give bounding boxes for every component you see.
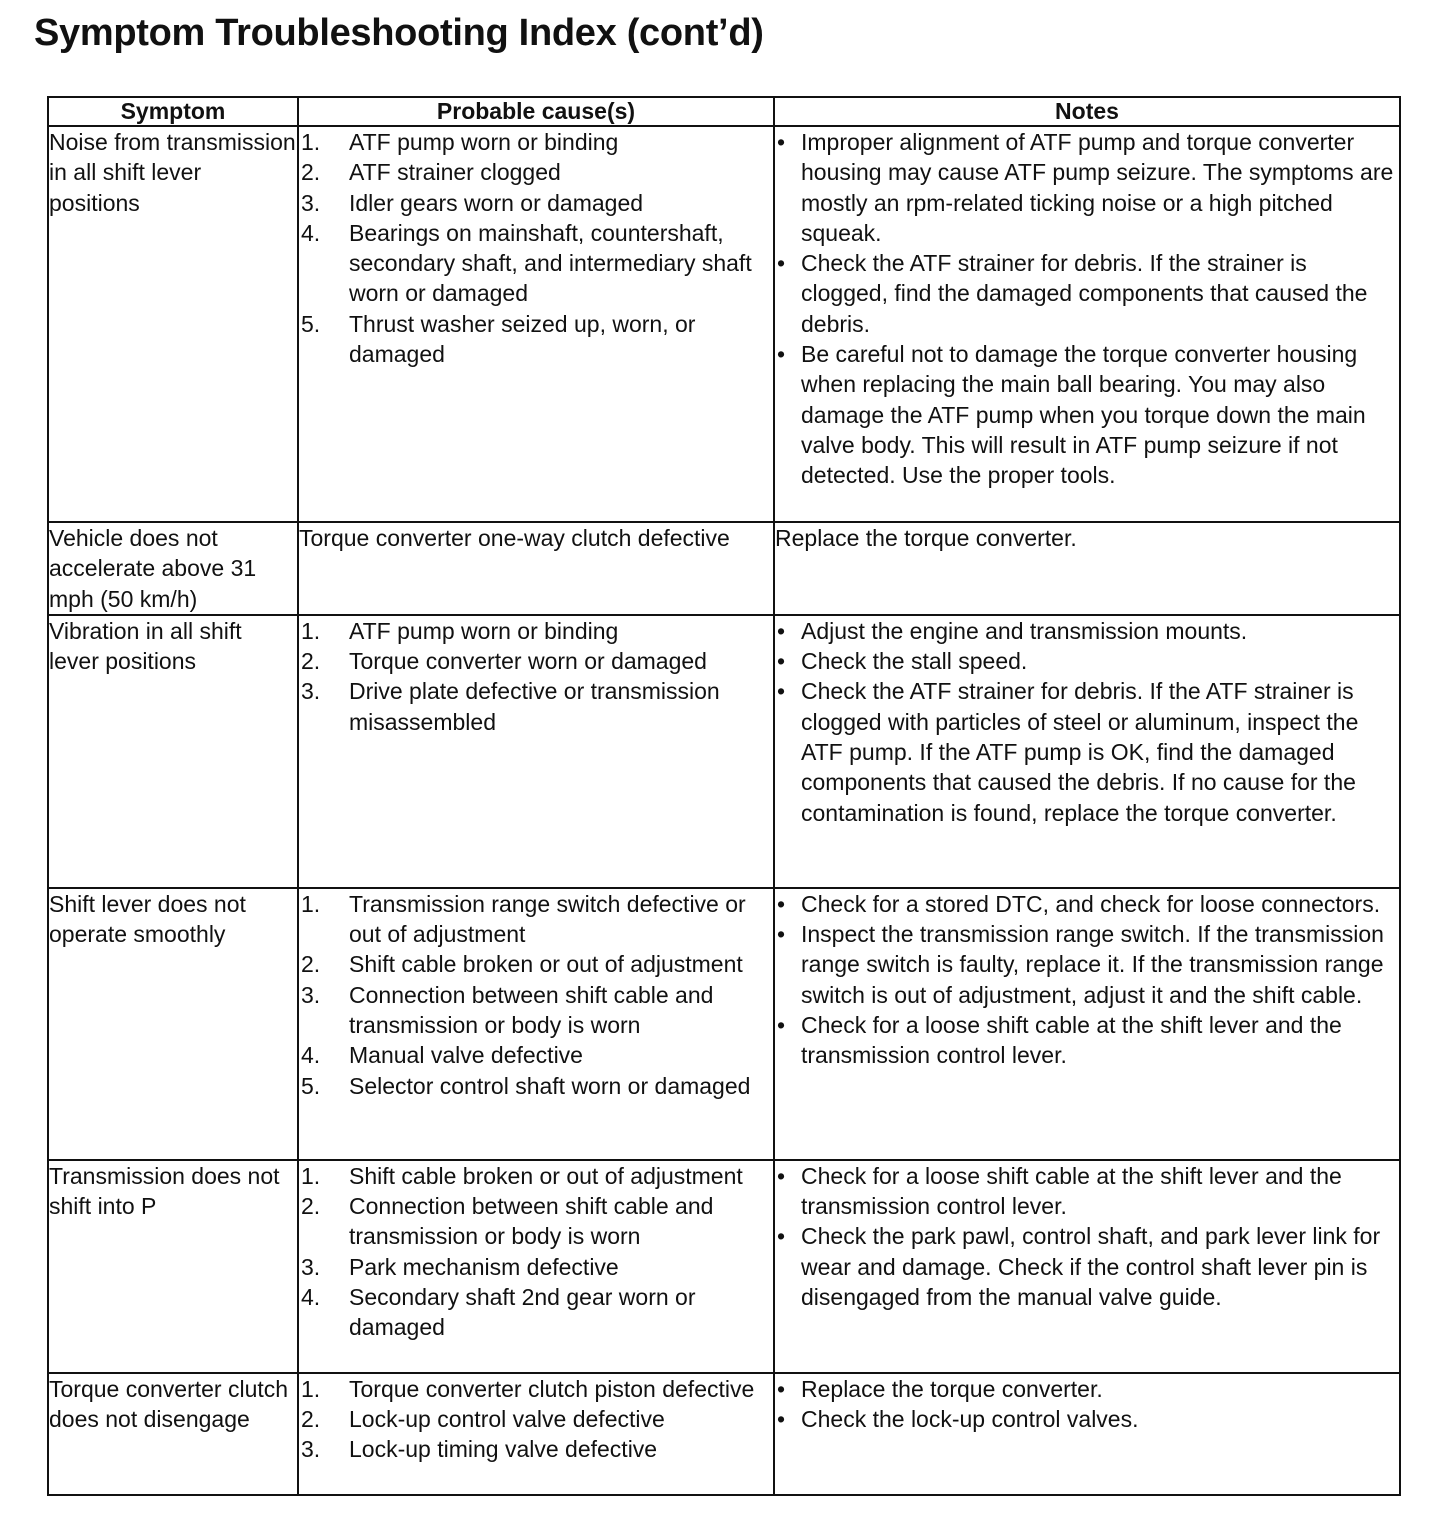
troubleshooting-table <box>47 96 1401 1496</box>
cause-item <box>299 1161 773 1191</box>
note-text: Check the stall speed. <box>801 648 1028 675</box>
cause-number: 1. <box>301 1162 321 1189</box>
causes-cell <box>298 615 774 888</box>
cause-item <box>299 218 773 309</box>
note-list <box>775 889 1399 1071</box>
cause-item <box>299 157 773 187</box>
bullet-icon: • <box>777 678 786 705</box>
cause-text: Park mechanism defective <box>349 1253 619 1280</box>
cause-item <box>299 309 773 370</box>
cause-text: Lock-up control valve defective <box>349 1406 665 1433</box>
cause-text: Torque converter one-way clutch defective <box>299 525 730 551</box>
table-row <box>48 888 1400 1160</box>
notes-cell <box>774 888 1400 1160</box>
cause-item <box>299 1374 773 1404</box>
causes-cell <box>298 522 774 615</box>
cause-item <box>299 1191 773 1252</box>
note-text: Check the ATF strainer for debris. If the ATF strainer is clogged with particles of steel or aluminum, inspect the ATF pump. If the ATF pump is OK, find the damaged components that caused the debris. If no cause for the contamination is found, replace the torque converter. <box>801 678 1359 826</box>
causes-cell <box>298 1373 774 1495</box>
note-text: Check the park pawl, control shaft, and park lever link for wear and damage. Check if the control shaft lever pin is disengaged from the manual valve guide. <box>801 1223 1381 1311</box>
note-item <box>775 646 1399 676</box>
cause-text: Secondary shaft 2nd gear worn or damaged <box>349 1284 696 1341</box>
cause-text: ATF pump worn or binding <box>349 617 619 644</box>
symptom-cell: Transmission does not shift into P <box>48 1160 298 1373</box>
cause-number: 2. <box>301 648 321 675</box>
cause-list <box>299 1161 773 1343</box>
cause-number: 2. <box>301 1193 321 1220</box>
cause-item <box>299 980 773 1041</box>
cause-item <box>299 1252 773 1282</box>
notes-cell <box>774 126 1400 522</box>
cause-number: 5. <box>301 1072 321 1099</box>
note-item <box>775 889 1399 919</box>
cause-item <box>299 646 773 676</box>
cause-number: 3. <box>301 678 321 705</box>
note-text: Be careful not to damage the torque converter housing when replacing the main ball bearing. You may also damage the ATF pump when you torque down the main valve body. This will result in ATF pump seizure if not detected. Use the proper tools. <box>801 341 1366 489</box>
note-item <box>775 1374 1399 1404</box>
cause-text: Shift cable broken or out of adjustment <box>349 951 743 978</box>
note-item <box>775 919 1399 1010</box>
cause-item <box>299 127 773 157</box>
notes-cell <box>774 1373 1400 1495</box>
bullet-icon: • <box>777 1406 786 1433</box>
cause-number: 1. <box>301 1375 321 1402</box>
symptom-cell: Vibration in all shift lever positions <box>48 615 298 888</box>
cause-item <box>299 1404 773 1434</box>
cause-number: 3. <box>301 1253 321 1280</box>
cause-text: Manual valve defective <box>349 1042 583 1069</box>
bullet-icon: • <box>777 1012 786 1039</box>
note-text: Check for a stored DTC, and check for loose connectors. <box>801 890 1381 917</box>
table-row <box>48 1373 1400 1495</box>
cause-item <box>299 676 773 737</box>
bullet-icon: • <box>777 1162 786 1189</box>
cause-text: Torque converter clutch piston defective <box>349 1375 755 1402</box>
symptom-cell: Noise from transmission in all shift lever positions <box>48 126 298 522</box>
note-item <box>775 1010 1399 1071</box>
cause-item <box>299 1282 773 1343</box>
cause-text: Drive plate defective or transmission misassembled <box>349 678 720 735</box>
bullet-icon: • <box>777 617 786 644</box>
bullet-icon: • <box>777 921 786 948</box>
cause-text: Torque converter worn or damaged <box>349 648 707 675</box>
cause-text: Bearings on mainshaft, countershaft, secondary shaft, and intermediary shaft worn or damaged <box>349 219 752 307</box>
cause-number: 1. <box>301 129 321 155</box>
cause-number: 3. <box>301 189 321 216</box>
causes-cell <box>298 888 774 1160</box>
note-item <box>775 1221 1399 1312</box>
bullet-icon: • <box>777 1223 786 1250</box>
note-list <box>775 127 1399 491</box>
cause-text: Shift cable broken or out of adjustment <box>349 1162 743 1189</box>
table-row <box>48 615 1400 888</box>
cause-number: 5. <box>301 310 321 337</box>
notes-cell <box>774 522 1400 615</box>
causes-cell <box>298 1160 774 1373</box>
note-text: Check the lock-up control valves. <box>801 1406 1139 1433</box>
cause-number: 4. <box>301 1284 321 1311</box>
note-text: Check for a loose shift cable at the shift lever and the transmission control lever. <box>801 1162 1342 1220</box>
notes-cell <box>774 1160 1400 1373</box>
page-title: Symptom Troubleshooting Index (cont’d) <box>34 12 764 54</box>
cause-item <box>299 188 773 218</box>
cause-item <box>299 1434 773 1464</box>
bullet-icon: • <box>777 250 786 277</box>
note-item <box>775 127 1399 248</box>
bullet-icon: • <box>777 129 786 155</box>
note-text: Improper alignment of ATF pump and torque converter housing may cause ATF pump seizure. The symptoms are mostly an rpm-related ticking noise or a high pitched squeak. <box>801 129 1394 246</box>
header-row <box>48 97 1400 126</box>
cause-text: Connection between shift cable and transmission or body is worn <box>349 1193 714 1250</box>
cause-list <box>299 127 773 369</box>
cause-text: Transmission range switch defective or out of adjustment <box>349 890 746 948</box>
cause-number: 1. <box>301 890 321 917</box>
note-list <box>775 1374 1399 1435</box>
cause-number: 3. <box>301 981 321 1008</box>
note-list <box>775 1161 1399 1312</box>
symptom-cell: Torque converter clutch does not disengage <box>48 1373 298 1495</box>
note-text: Adjust the engine and transmission mounts. <box>801 617 1248 644</box>
causes-cell <box>298 126 774 522</box>
note-item <box>775 1161 1399 1222</box>
cause-text: Connection between shift cable and transmission or body is worn <box>349 981 714 1039</box>
notes-cell <box>774 615 1400 888</box>
cause-number: 2. <box>301 159 321 186</box>
note-text: Check the ATF strainer for debris. If the strainer is clogged, find the damaged components that caused the debris. <box>801 250 1368 337</box>
note-item <box>775 248 1399 339</box>
note-list <box>775 616 1399 828</box>
bullet-icon: • <box>777 1375 786 1402</box>
note-text: Inspect the transmission range switch. If the transmission range switch is faulty, replace it. If the transmission range switch is out of adjustment, adjust it and the shift cable. <box>801 921 1384 1008</box>
cause-item <box>299 889 773 950</box>
cause-number: 2. <box>301 951 321 978</box>
cause-item <box>299 949 773 979</box>
note-text: Replace the torque converter. <box>801 1375 1103 1402</box>
cause-text: ATF pump worn or binding <box>349 129 619 155</box>
note-item <box>775 339 1399 490</box>
cause-number: 4. <box>301 1042 321 1069</box>
table-row <box>48 126 1400 522</box>
cause-list <box>299 616 773 737</box>
cause-item <box>299 1071 773 1101</box>
header-probable-causes: Probable cause(s) <box>298 97 774 126</box>
cause-text: Lock-up timing valve defective <box>349 1436 658 1463</box>
cause-number: 4. <box>301 219 321 246</box>
note-text: Replace the torque converter. <box>775 525 1077 551</box>
cause-item <box>299 1040 773 1070</box>
note-text: Check for a loose shift cable at the shift lever and the transmission control lever. <box>801 1012 1342 1069</box>
header-notes: Notes <box>774 97 1400 126</box>
header-symptom: Symptom <box>48 97 298 126</box>
bullet-icon: • <box>777 341 786 368</box>
cause-number: 2. <box>301 1406 321 1433</box>
symptom-cell: Shift lever does not operate smoothly <box>48 888 298 1160</box>
cause-list <box>299 1374 773 1465</box>
table-row <box>48 522 1400 615</box>
note-item <box>775 616 1399 646</box>
cause-text: Selector control shaft worn or damaged <box>349 1072 751 1099</box>
note-item <box>775 1404 1399 1434</box>
cause-list <box>299 889 773 1101</box>
cause-number: 1. <box>301 617 321 644</box>
bullet-icon: • <box>777 648 786 675</box>
cause-text: Thrust washer seized up, worn, or damaged <box>349 310 696 368</box>
cause-text: ATF strainer clogged <box>349 159 561 186</box>
bullet-icon: • <box>777 890 786 917</box>
cause-text: Idler gears worn or damaged <box>349 189 644 216</box>
note-item <box>775 676 1399 827</box>
table-row <box>48 1160 1400 1373</box>
cause-number: 3. <box>301 1436 321 1463</box>
cause-item <box>299 616 773 646</box>
symptom-cell: Vehicle does not accelerate above 31 mph (50 km/h) <box>48 522 298 615</box>
